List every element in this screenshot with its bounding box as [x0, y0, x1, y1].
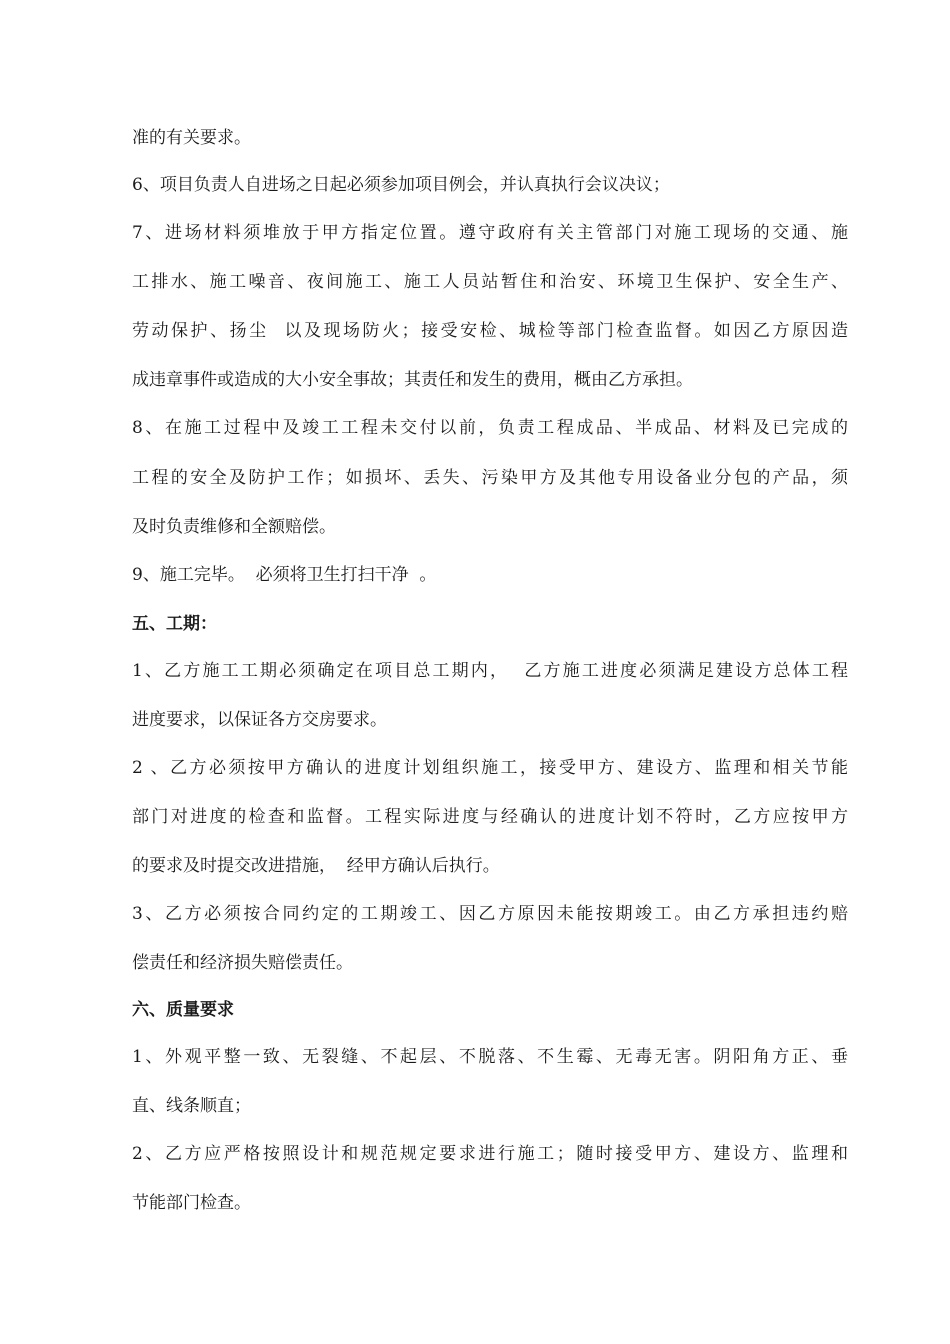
text-line: 2、乙方应严格按照设计和规范规定要求进行施工；随时接受甲方、建设方、监理和	[132, 1144, 848, 1164]
text-line: 直、线条顺直；	[132, 1096, 251, 1116]
text-line: 及时负责维修和全额赔偿。	[132, 517, 336, 537]
text-line: 成违章事件或造成的大小安全事故；其责任和发生的费用，概由乙方承担。	[132, 370, 693, 390]
text-line: 的要求及时提交改进措施， 经甲方确认后执行。	[132, 856, 500, 876]
text-line: 3、乙方必须按合同约定的工期竣工、因乙方原因未能按期竣工。由乙方承担违约赔	[132, 904, 848, 924]
text-line: 进度要求，以保证各方交房要求。	[132, 710, 387, 730]
text-line: 8、在施工过程中及竣工工程未交付以前，负责工程成品、半成品、材料及已完成的	[132, 418, 848, 438]
text-line: 1、外观平整一致、无裂缝、不起层、不脱落、不生霉、无毒无害。阴阳角方正、垂	[132, 1047, 848, 1067]
text-line: 准的有关要求。	[132, 128, 251, 148]
text-line: 工程的安全及防护工作；如损坏、丢失、污染甲方及其他专用设备业分包的产品，须	[132, 468, 848, 488]
text-line: 劳动保护、扬尘 以及现场防火；接受安检、城检等部门检查监督。如因乙方原因造	[132, 321, 848, 341]
text-line: 工排水、施工噪音、夜间施工、施工人员站暂住和治安、环境卫生保护、安全生产、	[132, 272, 848, 292]
text-line: 7、进场材料须堆放于甲方指定位置。遵守政府有关主管部门对施工现场的交通、施	[132, 223, 848, 243]
section-heading: 六、质量要求	[132, 1000, 234, 1020]
text-line: 2 、乙方必须按甲方确认的进度计划组织施工，接受甲方、建设方、监理和相关节能	[132, 758, 848, 778]
text-line: 部门对进度的检查和监督。工程实际进度与经确认的进度计划不符时，乙方应按甲方	[132, 807, 848, 827]
section-heading: 五、工期：	[132, 614, 217, 634]
text-line: 偿责任和经济损失赔偿责任。	[132, 953, 353, 973]
text-line: 节能部门检查。	[132, 1193, 251, 1213]
text-line: 9、施工完毕。 必须将卫生打扫干净 。	[132, 565, 437, 585]
text-line: 1、乙方施工工期必须确定在项目总工期内， 乙方施工进度必须满足建设方总体工程	[132, 661, 848, 681]
text-line: 6、项目负责人自进场之日起必须参加项目例会，并认真执行会议决议；	[132, 175, 670, 195]
